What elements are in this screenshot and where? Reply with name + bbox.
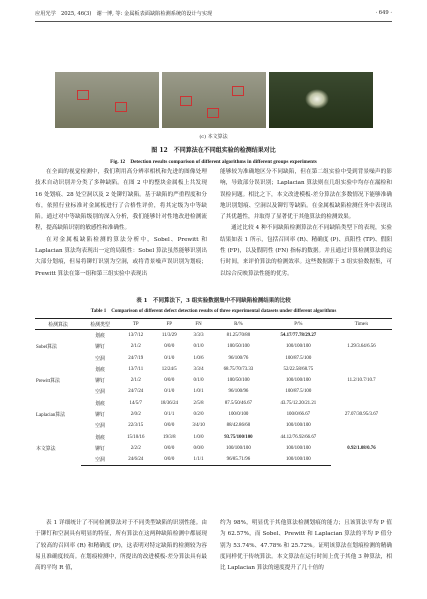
table-cell: 93.75/100/100 <box>224 434 253 440</box>
table-cell: 空洞 <box>95 356 105 362</box>
table-row <box>35 364 392 375</box>
table-cell: 3/3/4 <box>193 366 204 372</box>
table-cell: 0/1/0 <box>193 378 204 384</box>
result-image-2 <box>162 72 266 128</box>
table-cell: 100/100/100 <box>285 423 311 429</box>
column-header: R/% <box>211 319 266 330</box>
table-cell: 44.12/76.92/66.67 <box>280 434 317 440</box>
table-cell: 19/3/8 <box>163 434 176 440</box>
left-column <box>35 167 207 280</box>
table-row <box>35 398 392 409</box>
table-cell: 3/3/3 <box>193 333 204 339</box>
algorithm-cell: Sobel算法 <box>36 345 57 351</box>
table-cell: 100/100/100 <box>226 445 251 451</box>
column-header: P/% <box>266 319 331 330</box>
table-cell: 3/4/10 <box>192 423 205 429</box>
algorithm-cell: Laplacian算法 <box>36 412 66 418</box>
table-cell: 100/0/66.67 <box>286 411 311 417</box>
table-cell: 划痕 <box>95 401 105 407</box>
table-cell: 43.75/12.20/21.21 <box>280 400 317 406</box>
table-caption <box>0 296 427 314</box>
time-cell: 11.2/10.7/10.7 <box>347 378 376 384</box>
table-cell: 13/7/12 <box>128 333 144 339</box>
algorithm-cell: 本文算法 <box>36 447 56 453</box>
table-cell: 1/0/6 <box>193 355 204 361</box>
column-header: 检测类型 <box>81 319 119 330</box>
paragraph: 在对金属板缺陷检测的算法分析中，Sobel、Prewitt 和 Laplacian 算法均表现出一定的局限性：Sobel 算法虽然能够识别出大部分划痕，但易将铆钉识别为空洞，或将背景噪声误识别为划痕；Prewitt 算法在第一组和第三组实验中表现出 <box>35 236 207 277</box>
column-header: FP <box>153 319 187 330</box>
table-cell: 14/5/7 <box>129 400 142 406</box>
table-cell: 100/100/100 <box>285 344 311 350</box>
table-cell: 空洞 <box>95 424 105 430</box>
table-cell: 52/22.58/68.75 <box>283 366 314 372</box>
table-cell: 100/50/100 <box>227 344 250 350</box>
figure-caption-cn: 图 12 不同算法在不同组实验的检测结果对比 <box>151 147 276 154</box>
table-cell: 87.5/50/46.67 <box>224 400 252 406</box>
table-cell: 24/6/24 <box>119 454 153 466</box>
figure-caption <box>0 145 427 165</box>
table-cell: 24/7/19 <box>128 355 144 361</box>
time-cell: 1.29/3.64/6.56 <box>347 344 376 350</box>
column-header: FN <box>186 319 211 330</box>
table-cell: 2/1/2 <box>130 344 141 350</box>
table-cell: 22/3/15 <box>128 423 144 429</box>
time-cell: 27.07/30.95/3.67 <box>344 411 379 417</box>
table-cell: 0/2/0 <box>193 411 204 417</box>
table-cell: 88/42.86/60 <box>226 423 251 429</box>
table-cell: 0/0/0 <box>164 344 175 350</box>
table-cell: 100/100/100 <box>266 454 331 466</box>
paragraph: 约为 98%，明显优于其他算法检测划痕的能力；且该算法平均 P 值为 62.57%，而 Sobel、Prewitt 和 Laplacian 算法的平均 P 值分别为 53.74%、47.78% 和 25.72%。证明该算法在划痕检测的精确度同样优于传统算法。本文算法在运行时间上优于其他 3 种算法，相比 Laplacian 算法的速度提升了几十倍的 <box>220 520 392 572</box>
table-cell: 96/100/96 <box>228 389 249 395</box>
table-cell: 0/0/0 <box>164 423 175 429</box>
table-cell: 2/2/2 <box>130 445 141 451</box>
table-cell: 100/0/100 <box>228 411 249 417</box>
table-cell: 24/7/24 <box>128 389 144 395</box>
table-row <box>35 431 392 442</box>
right-column <box>220 167 392 280</box>
column-header: Time/s <box>331 319 392 330</box>
table-cell: 68.75/70/73.33 <box>223 366 254 372</box>
running-header <box>35 7 392 22</box>
table-caption-en: Table 1 Comparison of different defect detection results of three experimental datasets under different algorithms <box>90 309 337 314</box>
table-cell: 0/1/0 <box>193 344 204 350</box>
header-page-number: · 649 · <box>375 10 392 16</box>
table-cell: 18/36/24 <box>160 400 178 406</box>
table-cell: 100/87.5/100 <box>285 389 312 395</box>
table-caption-cn: 表 1 不同算法下，3 组实验数据集中不同缺陷检测结果的比较 <box>136 298 291 304</box>
table-cell: 96/85.71/96 <box>211 454 266 466</box>
table-cell: 划痕 <box>95 334 105 340</box>
table-cell: 0/0/0 <box>164 445 175 451</box>
table-cell: 100/50/100 <box>227 378 250 384</box>
time-cell: 0.92/1.08/0.76 <box>347 446 376 452</box>
table-cell: 2/5/8 <box>193 400 204 406</box>
column-header: 检测算法 <box>35 319 81 330</box>
table-cell: 13/7/11 <box>128 366 144 372</box>
table-cell: 96/100/76 <box>228 355 249 361</box>
paragraph: 在全面的视觉检测中，我们利用高分辨率相机和先进的图像处理技术自动识别并分类了多种缺陷。在图 2 中的整块金属板上共发现 16 处划痕、28 处空洞以及 2 处铆钉缺陷。基于缺陷的严重程度和分布，依照行业标准对金属板进行了合格性评价，将其定级为中等缺陷。通过对中等缺陷级别的深入分析，我们能够针对性地改进检测流程，提高缺陷识别的敏感性和准确性。 <box>35 169 207 232</box>
result-image-1 <box>55 72 159 128</box>
table-cell: 0/1/0 <box>164 389 175 395</box>
table-cell: 铆钉 <box>95 345 105 351</box>
figure-images <box>55 72 373 128</box>
table-cell: 12/24/5 <box>161 366 177 372</box>
table-cell: 空洞 <box>81 454 119 466</box>
table-cell: 2/1/2 <box>130 378 141 384</box>
table-header-row <box>35 319 392 330</box>
table-cell: 0/0/0 <box>193 445 204 451</box>
table-cell: 划痕 <box>95 435 105 441</box>
table-cell: 划痕 <box>95 367 105 373</box>
table-cell: 15/10/16 <box>127 434 145 440</box>
table-cell: 空洞 <box>95 390 105 396</box>
column-header: TP <box>119 319 153 330</box>
bottom-left-text <box>35 518 207 574</box>
table-cell: 铆钉 <box>95 412 105 418</box>
table-cell: 1/1/1 <box>186 454 211 466</box>
table-cell: 100/100/100 <box>285 445 311 451</box>
table-cell: 铆钉 <box>95 379 105 385</box>
table-cell: 11/3/29 <box>161 333 177 339</box>
table-cell: 100/87.5/100 <box>285 355 312 361</box>
table-cell: 0/0/0 <box>164 378 175 384</box>
header-journal: 应用光学 2025, 46(3) 谢一博, 等: 金属板表面缺陷检测系统的设计与实现 <box>35 11 213 17</box>
figure-subcaption: (c) 本文算法 <box>199 134 228 140</box>
table-cell: 0/0/0 <box>153 454 187 466</box>
algorithm-cell: Prewitt算法 <box>36 379 60 385</box>
bottom-right-text <box>220 518 392 574</box>
table-cell: 2/0/2 <box>130 411 141 417</box>
table-row <box>35 330 392 342</box>
table-cell: 0/1/1 <box>164 411 175 417</box>
paragraph: 能够较为准确地区分不同缺陷，但在第二组实验中受到背景噪声的影响，导致部分误识别；Laplacian 算法则在几组实验中均存在漏检和误检问题。相比之下，本文改进模板-差分算法在多数情况下能够准确地识别划痕、空洞以及铆钉等缺陷。在金属板缺陷检测任务中表现出了其优越性，并取得了显著优于其他算法的检测效果。 <box>220 169 392 221</box>
table-cell: 1/0/1 <box>193 389 204 395</box>
comparison-table <box>35 318 392 466</box>
figure-caption-en: Fig. 12 Detection results comparison of different algorithms in different groups experiments <box>110 159 317 165</box>
result-image-3 <box>269 72 373 128</box>
table-cell: 81.25/70/80 <box>226 333 251 339</box>
table-cell: 1/0/0 <box>193 434 204 440</box>
table-cell: 54.17/77.78/29.27 <box>280 333 317 339</box>
table-cell: 铆钉 <box>95 446 105 452</box>
paragraph: 表 1 详细统计了不同检测算法对于不同类型缺陷的识别性能。由于铆钉和空洞具有明显的特征，所有算法在这两种缺陷检测中都展现了较高的召回率 (R) 和精确度 (P)，这表明对特定缺陷的检测较为容易且准确度较高。在划痕检测中，所提出的改进模板-差分算法具有最高的平均 R 值， <box>35 520 207 572</box>
paragraph: 通过比较 4 种不同缺陷检测算法在不同缺陷类型下的表现，实验结果如表 1 所示，包括召回率 (R)、精确度 (P)、真阳性 (TP)、假阳性 (FP)，以及假阴性 (FN) 指标的数据。并且通过计算检测算法的运行时间，来评价算法的检测效率。这些数据源于 3 组实验数据集，可以综合反映算法性能的优劣。 <box>220 225 392 277</box>
table-cell: 0/1/0 <box>164 355 175 361</box>
table-cell: 100/100/100 <box>285 378 311 384</box>
